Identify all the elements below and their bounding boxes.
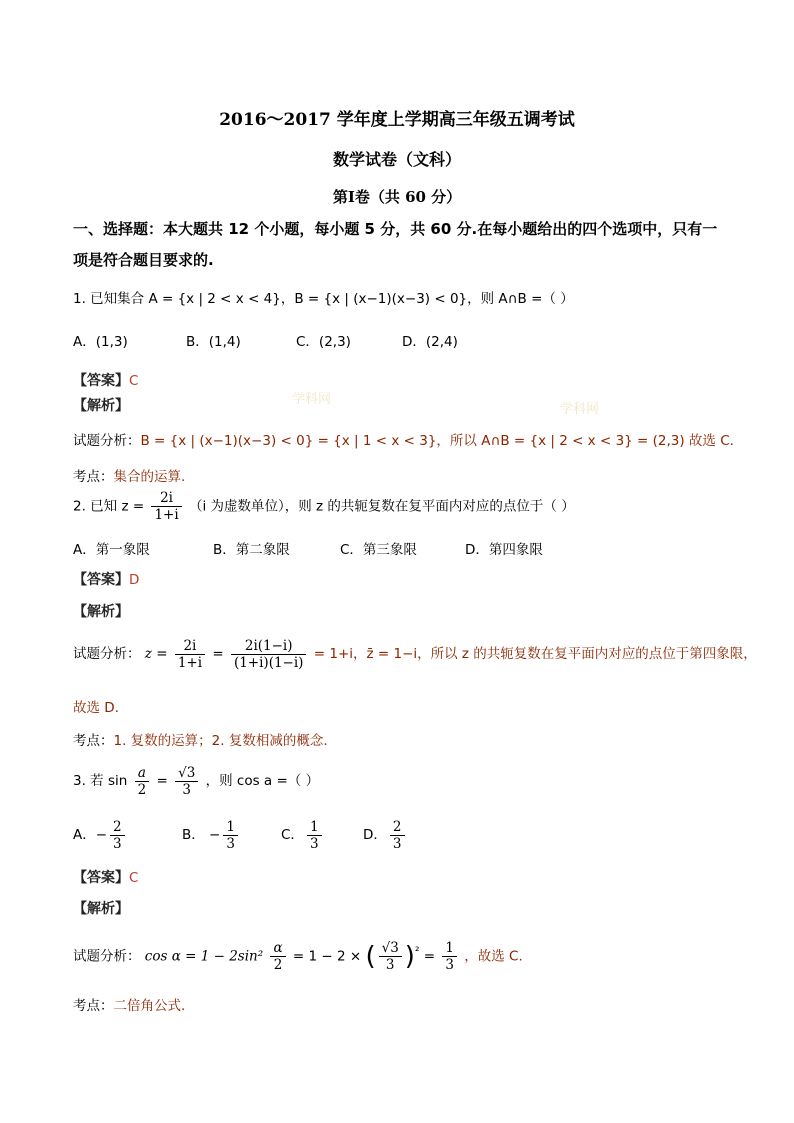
q3-opt-c-num: 1 bbox=[307, 819, 322, 836]
q3-opt-d-den: 3 bbox=[392, 835, 402, 852]
answer-label: 【答案】 bbox=[73, 373, 129, 389]
q3-stem-post: ，则 cos a =（ ） bbox=[205, 773, 320, 789]
q1-analysis bbox=[73, 429, 734, 449]
q2-an-frac1 bbox=[175, 638, 205, 671]
q2-answer-row bbox=[73, 569, 139, 589]
q3-opt-a-den: 3 bbox=[113, 835, 122, 852]
kaodian-label: 考点： bbox=[73, 998, 114, 1014]
q3-opt-a-frac bbox=[110, 819, 125, 852]
q2-stem-pre: 2. 已知 z = bbox=[73, 498, 145, 515]
q3-opt-c-frac bbox=[307, 819, 322, 852]
answer-label: 【答案】 bbox=[73, 572, 129, 588]
q3-frac2-num: √3 bbox=[175, 765, 198, 782]
q3-stem-pre: 3. 若 sin bbox=[73, 773, 128, 789]
q3-opt-d-num: 2 bbox=[390, 819, 405, 836]
q1-answer: C bbox=[129, 373, 139, 389]
q2-option-c: C．第三象限 bbox=[340, 542, 417, 558]
q2-an-frac1-num: 2i bbox=[175, 638, 205, 655]
q2-fraction bbox=[151, 490, 181, 523]
q1-option-b: B．(1,4) bbox=[186, 334, 241, 350]
q2-an-frac2 bbox=[231, 638, 307, 671]
q1-answer-row bbox=[73, 370, 138, 390]
q3-an-frac2-den: 3 bbox=[385, 957, 395, 973]
q1-option-a: A．(1,3) bbox=[73, 334, 128, 350]
q1-kaodian-text: 集合的运算. bbox=[113, 469, 186, 485]
q3-an-mid: = 1 − 2 × bbox=[292, 948, 362, 965]
q3-kaodian-text: 二倍角公式. bbox=[113, 998, 186, 1014]
q3-option-b bbox=[182, 817, 241, 853]
section-heading-line2: 项是符合题目要求的. bbox=[73, 251, 214, 269]
q3-an-sq: ² bbox=[414, 945, 420, 958]
q3-opt-b-label: B． − bbox=[182, 827, 221, 843]
watermark: 学科网 bbox=[292, 392, 332, 407]
q3-frac2 bbox=[175, 765, 198, 798]
exam-subtitle: 数学试卷（文科） bbox=[332, 150, 461, 169]
kaodian-label: 考点： bbox=[73, 733, 114, 749]
q3-option-c bbox=[281, 817, 325, 853]
q2-analysis-line2: 故选 D. bbox=[73, 700, 119, 716]
q2-analysis: 试题分析： z = $\frac{2i}{1+i}$ = $\frac{2i(1-i)}{(1+i)(1-i)}$ = 1+i，z̄ = 1−i，所以 z 的共轭复数在复平面内对应的点位于第四象限， bbox=[73, 637, 757, 671]
q3-analysis: 试题分析： cos α = 1 − 2sin² $\frac{\alpha}{2}$ = 1 − 2 × ( $\frac{√3}{3}$ )$^{^2}$ = $\frac{1}{3}$ ，故选 C. bbox=[73, 940, 523, 973]
q3-an-eq: = bbox=[423, 948, 436, 965]
q2-stem bbox=[73, 490, 575, 523]
analysis-prefix: 试题分析： bbox=[73, 646, 141, 662]
exam-title: 2016～2017 学年度上学期高三年级五调考试 bbox=[219, 110, 575, 130]
q3-an-post: ，故选 C. bbox=[464, 948, 523, 965]
q2-option-b: B．第二象限 bbox=[213, 542, 290, 558]
q3-frac1-num: a bbox=[135, 765, 150, 782]
q3-frac2-den: 3 bbox=[182, 781, 191, 798]
q3-kaodian bbox=[73, 994, 185, 1014]
q2-frac-den: 1+i bbox=[154, 507, 179, 523]
q3-opt-b-den: 3 bbox=[226, 835, 235, 852]
q1-stem: 1. 已知集合 A = {x | 2 < x < 4}，B = {x | (x−1)(x−3) < 0}，则 A∩B =（ ） bbox=[73, 291, 574, 307]
q1-option-d: D．(2,4) bbox=[402, 334, 458, 350]
q3-an-frac3 bbox=[442, 940, 457, 973]
q2-kaodian-text: 1. 复数的运算；2. 复数相减的概念. bbox=[113, 733, 328, 749]
q3-opt-a-label: A．− bbox=[73, 827, 108, 843]
q3-opt-b-num: 1 bbox=[223, 819, 238, 836]
q1-option-c: C．(2,3) bbox=[296, 334, 351, 350]
q1-analysis-text: B = {x | (x−1)(x−3) < 0} = {x | 1 < x < 3}，所以 A∩B = {x | 2 < x < 3} = (2,3) 故选 C. bbox=[140, 433, 734, 449]
q2-answer: D bbox=[129, 572, 140, 588]
q2-stem-post: （i 为虚数单位），则 z 的共轭复数在复平面内对应的点位于（ ） bbox=[188, 498, 575, 515]
q3-an-pre: cos α = 1 − 2sin² bbox=[144, 948, 264, 965]
q2-analysis-label: 【解析】 bbox=[73, 604, 129, 620]
q3-an-frac3-den: 3 bbox=[445, 957, 454, 973]
q3-opt-c-label: C． bbox=[281, 827, 304, 843]
q3-an-frac1-num: α bbox=[270, 940, 285, 957]
q2-option-d: D．第四象限 bbox=[465, 542, 543, 558]
section-heading-line1: 一、选择题：本大题共 12 个小题，每小题 5 分，共 60 分.在每小题给出的四个选项中，只有一 bbox=[73, 220, 718, 238]
q3-an-frac2 bbox=[379, 940, 402, 973]
q3-frac1-den: 2 bbox=[137, 781, 147, 798]
q3-analysis-label: 【解析】 bbox=[73, 901, 129, 917]
watermark: 学科网 bbox=[560, 402, 600, 417]
q3-opt-d-label: D． bbox=[363, 827, 387, 843]
q3-an-frac1-den: 2 bbox=[273, 957, 283, 973]
q2-frac-num: 2i bbox=[151, 490, 181, 507]
q3-opt-b-frac bbox=[223, 819, 238, 852]
q3-an-frac2-num: √3 bbox=[379, 940, 402, 957]
analysis-prefix: 试题分析： bbox=[73, 433, 141, 449]
part-heading: 第Ⅰ卷（共 60 分） bbox=[332, 188, 462, 206]
q2-an-z: z = bbox=[144, 646, 168, 662]
q2-an-frac1-den: 1+i bbox=[177, 654, 203, 671]
q3-answer: C bbox=[129, 870, 139, 886]
q3-stem: 3. 若 sin $\frac{a}{2}$ = $\frac{√3}{3}$ ，则 cos a =（ ） bbox=[73, 764, 320, 798]
q3-option-a bbox=[73, 817, 128, 853]
q1-kaodian bbox=[73, 465, 185, 485]
q2-an-frac2-den: (1+i)(1−i) bbox=[233, 654, 304, 671]
q3-an-frac3-num: 1 bbox=[442, 940, 457, 957]
q3-option-d bbox=[363, 817, 408, 853]
q1-analysis-label: 【解析】 bbox=[73, 398, 129, 414]
q2-an-frac2-num: 2i(1−i) bbox=[231, 638, 307, 655]
kaodian-label: 考点： bbox=[73, 469, 114, 485]
q3-opt-c-den: 3 bbox=[309, 835, 319, 852]
answer-label: 【答案】 bbox=[73, 870, 129, 886]
analysis-prefix: 试题分析： bbox=[73, 948, 141, 965]
q3-frac1 bbox=[135, 765, 150, 798]
q2-kaodian bbox=[73, 729, 328, 749]
q2-option-a: A．第一象限 bbox=[73, 542, 150, 558]
q3-opt-a-num: 2 bbox=[110, 819, 125, 836]
q2-an-post: = 1+i，z̄ = 1−i，所以 z 的共轭复数在复平面内对应的点位于第四象限， bbox=[313, 646, 757, 662]
q3-answer-row bbox=[73, 867, 138, 887]
q3-an-frac1 bbox=[270, 940, 285, 973]
q3-opt-d-frac bbox=[390, 819, 405, 852]
